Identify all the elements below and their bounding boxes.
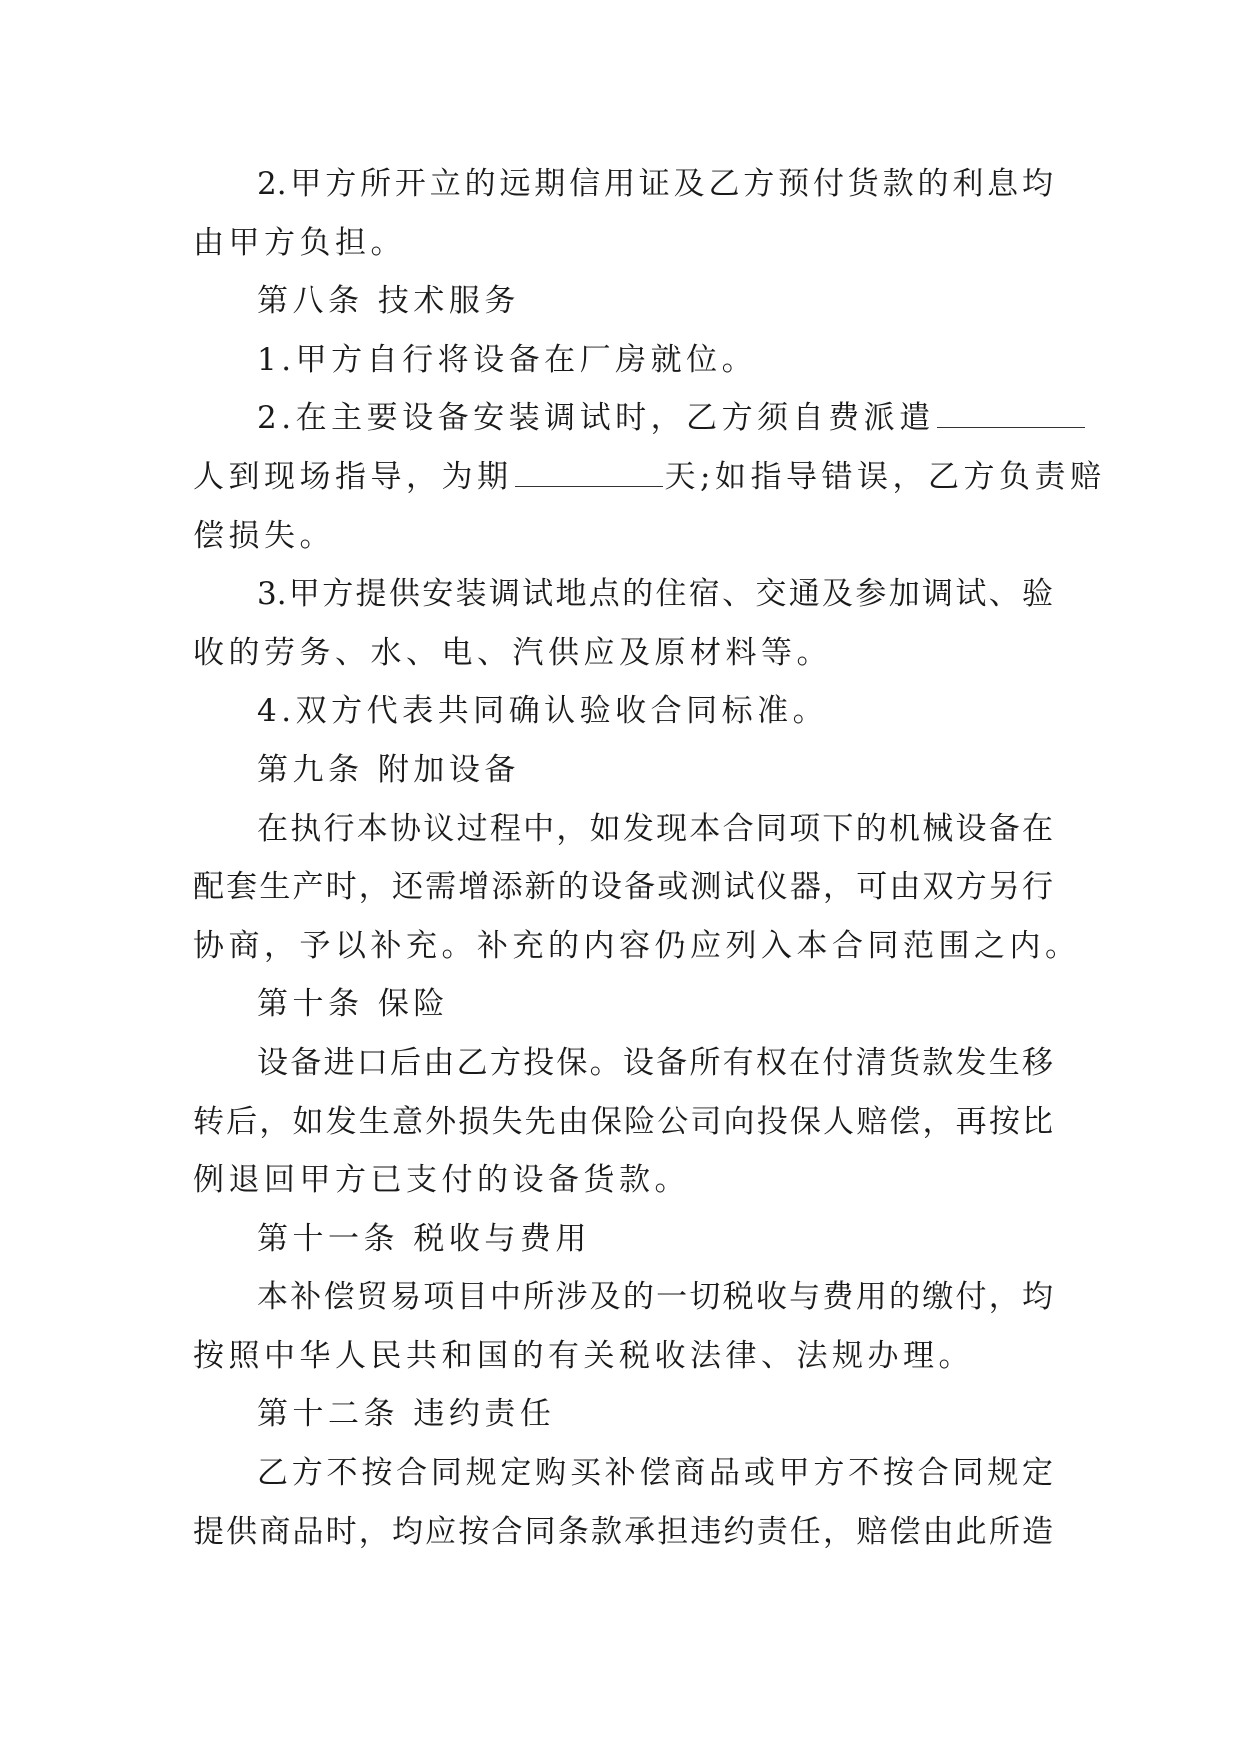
paragraph-line: 4.双方代表共同确认验收合同标准。 <box>257 693 829 730</box>
document-page <box>193 155 1106 1561</box>
line-text: 人到现场指导，为期 <box>193 458 513 495</box>
paragraph-line: 本补偿贸易项目中所涉及的一切税收与费用的缴付，均 <box>257 1279 1053 1316</box>
paragraph-line: 设备进口后由乙方投保。设备所有权在付清货款发生移 <box>257 1044 1053 1081</box>
paragraph-line: 乙方不按合同规定购买补偿商品或甲方不按合同规定 <box>257 1455 1053 1492</box>
section-heading-article-10: 第十条 保险 <box>257 986 449 1023</box>
paragraph-line: 按照中华人民共和国的有关税收法律、法规办理。 <box>193 1337 974 1374</box>
paragraph-line: 配套生产时，还需增添新的设备或测试仪器，可由双方另行 <box>193 869 1053 906</box>
paragraph-line-with-blank <box>193 389 1053 448</box>
paragraph-line: 2.甲方所开立的远期信用证及乙方预付货款的利息均 <box>257 166 1053 202</box>
line-text: 天;如指导错误，乙方负责赔 <box>664 458 1106 495</box>
fill-in-blank-days <box>515 456 663 487</box>
paragraph-line: 1.甲方自行将设备在厂房就位。 <box>257 341 758 378</box>
paragraph-line: 提供商品时，均应按合同条款承担违约责任，赔偿由此所造 <box>193 1513 1053 1550</box>
section-heading-article-8: 第八条 技术服务 <box>257 283 520 320</box>
paragraph-line: 3.甲方提供安装调试地点的住宿、交通及参加调试、验 <box>257 576 1053 613</box>
section-heading-article-11: 第十一条 税收与费用 <box>257 1220 591 1257</box>
paragraph-line-with-blank <box>193 448 1106 507</box>
paragraph-line: 偿损失。 <box>193 517 335 554</box>
fill-in-blank-personnel <box>937 397 1085 428</box>
paragraph-line: 转后，如发生意外损失先由保险公司向投保人赔偿，再按比 <box>193 1103 1053 1140</box>
section-heading-article-9: 第九条 附加设备 <box>257 751 520 788</box>
paragraph-line: 收的劳务、水、电、汽供应及原材料等。 <box>193 634 832 671</box>
section-heading-article-12: 第十二条 违约责任 <box>257 1396 556 1433</box>
paragraph-line: 协商，予以补充。补充的内容仍应列入本合同范围之内。 <box>193 927 1081 964</box>
paragraph-line: 在执行本协议过程中，如发现本合同项下的机械设备在 <box>257 810 1053 847</box>
paragraph-line: 例退回甲方已支付的设备货款。 <box>193 1162 690 1199</box>
paragraph-line: 由甲方负担。 <box>193 224 406 261</box>
line-text: 2.在主要设备安装调试时，乙方须自费派遣 <box>257 400 935 437</box>
